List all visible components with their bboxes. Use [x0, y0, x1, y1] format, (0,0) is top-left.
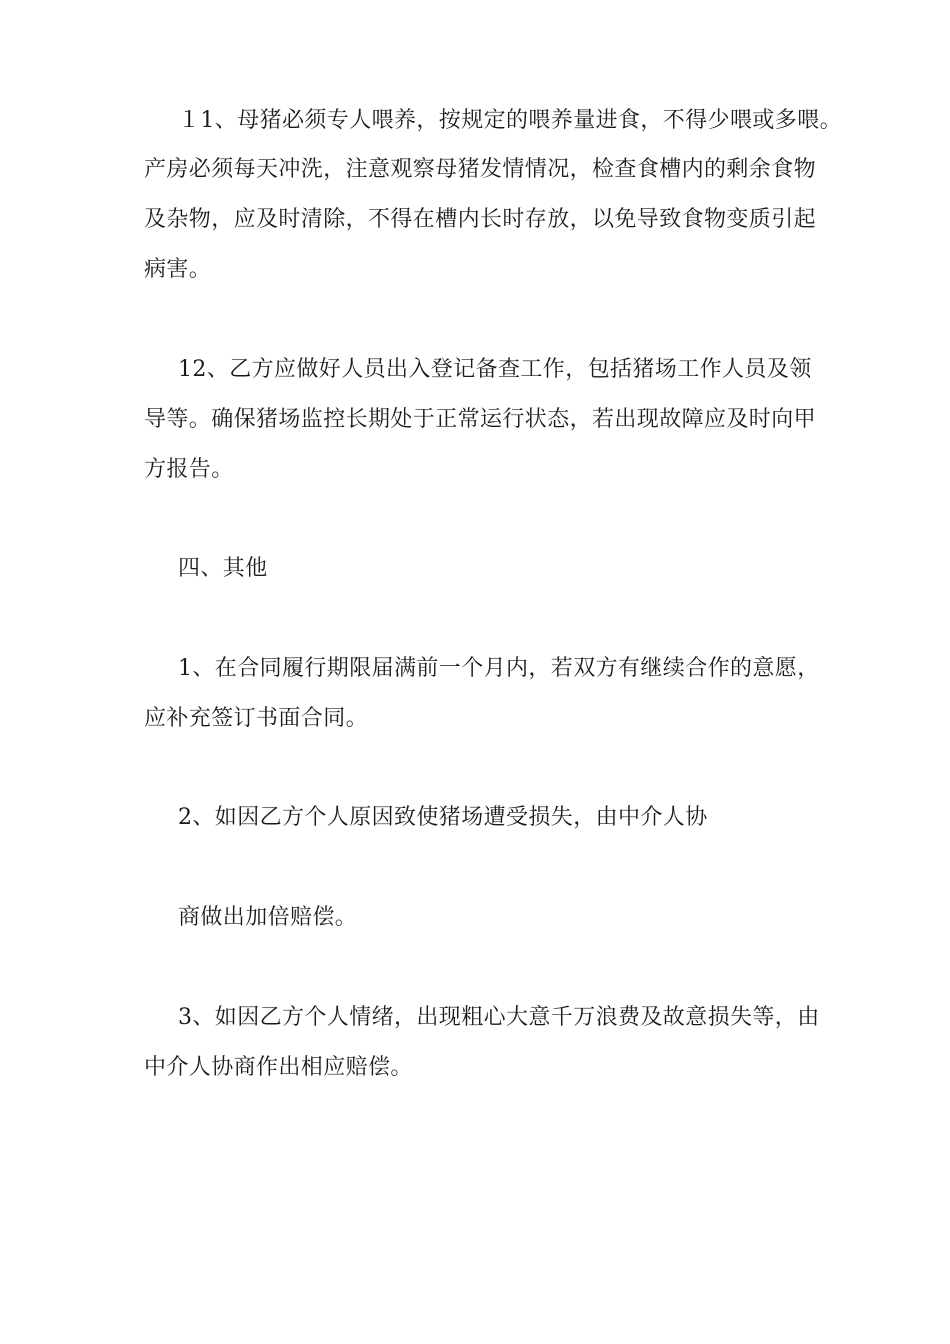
clause-12-line-2: 导等。确保猪场监控长期处于正常运行状态，若出现故障应及时向甲: [144, 407, 817, 432]
clause-11-line-1: １1、母猪必须专人喂养，按规定的喂养量进食，不得少喂或多喂。: [178, 108, 842, 133]
clause-12-line-3: 方报告。: [144, 457, 234, 482]
clause-11-line-2: 产房必须每天冲洗，注意观察母猪发情情况，检查食槽内的剩余食物: [144, 157, 817, 182]
clause-12-line-1: 12、乙方应做好人员出入登记备查工作，包括猪场工作人员及领: [178, 357, 812, 382]
clause-11-line-3: 及杂物，应及时清除，不得在槽内长时存放，以免导致食物变质引起: [144, 207, 817, 232]
section-4-item-3-line-1: 3、如因乙方个人情绪，出现粗心大意千万浪费及故意损失等，由: [178, 1005, 820, 1030]
section-4-item-1-line-1: 1、在合同履行期限届满前一个月内，若双方有继续合作的意愿，: [178, 656, 820, 681]
section-4-item-1-line-2: 应补充签订书面合同。: [144, 706, 369, 731]
section-4-heading: 四、其他: [178, 556, 268, 581]
section-4-item-2-line-2: 商做出加倍赔偿。: [178, 905, 358, 930]
section-4-item-2-line-1: 2、如因乙方个人原因致使猪场遭受损失，由中介人协: [178, 805, 708, 830]
clause-11-line-4: 病害。: [144, 257, 212, 282]
section-4-item-3-line-2: 中介人协商作出相应赔偿。: [144, 1055, 413, 1080]
